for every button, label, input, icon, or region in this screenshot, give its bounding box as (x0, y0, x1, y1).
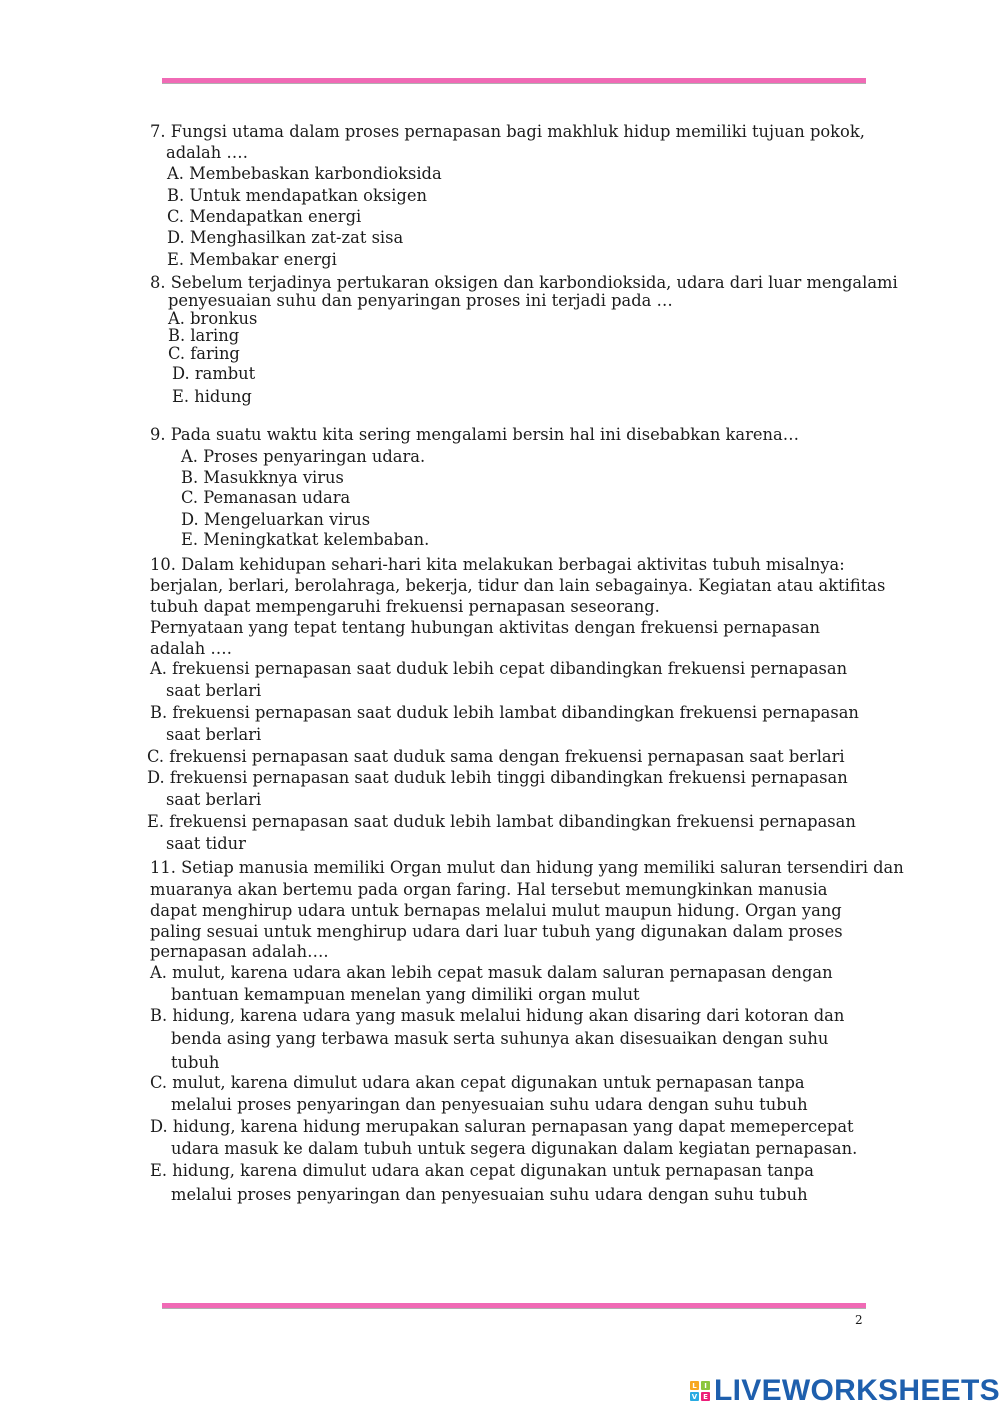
option-a: A. frekuensi pernapasan saat duduk lebih cepat dibandingkan frekuensi pernapasan (150, 659, 848, 678)
option-b: B. Masukknya virus (181, 468, 344, 487)
option-e: E. hidung (172, 387, 252, 406)
option-a: A. Membebaskan karbondioksida (167, 164, 442, 183)
question-stem: 9. Pada suatu waktu kita sering mengalami bersin hal ini disebabkan karena… (150, 425, 799, 444)
option-a-cont: saat berlari (166, 681, 262, 700)
option-d-cont: saat berlari (166, 790, 262, 809)
question-stem: muaranya akan bertemu pada organ faring. Hal tersebut memungkinkan manusia (150, 880, 828, 899)
option-c: C. mulut, karena dimulut udara akan cepat digunakan untuk pernapasan tanpa (150, 1073, 805, 1092)
option-e-cont: melalui proses penyaringan dan penyesuaian suhu udara dengan suhu tubuh (171, 1185, 808, 1204)
option-c: C. Mendapatkan energi (167, 207, 362, 226)
option-b: B. frekuensi pernapasan saat duduk lebih lambat dibandingkan frekuensi pernapasan (150, 703, 859, 722)
option-d: D. rambut (172, 364, 256, 383)
brand-name: LIVEWORKSHEETS (714, 1374, 1000, 1407)
question-stem: tubuh dapat mempengaruhi frekuensi pernapasan seseorang. (150, 597, 660, 616)
question-stem: penyesuaian suhu dan penyaringan proses ini terjadi pada … (168, 291, 673, 310)
option-d: D. Menghasilkan zat-zat sisa (167, 228, 404, 247)
logo-mark-icon (690, 1381, 710, 1401)
option-c: C. Pemanasan udara (181, 488, 351, 507)
option-d: D. Mengeluarkan virus (181, 510, 371, 529)
option-c: C. frekuensi pernapasan saat duduk sama dengan frekuensi pernapasan saat berlari (147, 747, 845, 766)
option-e: E. Meningkatkat kelembaban. (181, 530, 430, 549)
option-b: B. laring (168, 326, 240, 345)
question-stem: pernapasan adalah…. (150, 942, 329, 961)
question-stem: adalah …. (166, 143, 248, 162)
option-b: B. Untuk mendapatkan oksigen (167, 186, 427, 205)
option-a-cont: bantuan kemampuan menelan yang dimiliki organ mulut (171, 985, 640, 1004)
liveworksheets-logo (690, 1376, 1000, 1406)
option-a: A. mulut, karena udara akan lebih cepat masuk dalam saluran pernapasan dengan (150, 963, 833, 982)
question-stem: dapat menghirup udara untuk bernapas melalui mulut maupun hidung. Organ yang (150, 901, 842, 920)
option-d: D. frekuensi pernapasan saat duduk lebih tinggi dibandingkan frekuensi pernapasan (147, 768, 848, 787)
logo-letter: L (690, 1381, 699, 1390)
option-b-cont: tubuh (171, 1053, 220, 1072)
question-stem: 7. Fungsi utama dalam proses pernapasan bagi makhluk hidup memiliki tujuan pokok, (150, 122, 865, 141)
option-b-cont: saat berlari (166, 725, 262, 744)
option-e: E. frekuensi pernapasan saat duduk lebih lambat dibandingkan frekuensi pernapasan (147, 812, 856, 831)
option-a: A. Proses penyaringan udara. (181, 447, 426, 466)
option-e: E. Membakar energi (167, 250, 337, 269)
logo-letter: E (701, 1392, 710, 1401)
option-d-cont: udara masuk ke dalam tubuh untuk segera digunakan dalam kegiatan pernapasan. (171, 1139, 858, 1158)
option-e-cont: saat tidur (166, 834, 246, 853)
option-e: E. hidung, karena dimulut udara akan cepat digunakan untuk pernapasan tanpa (150, 1161, 814, 1180)
option-a: A. bronkus (168, 309, 258, 328)
footer-rule (162, 1303, 866, 1309)
question-stem: paling sesuai untuk menghirup udara dari luar tubuh yang digunakan dalam proses (150, 922, 843, 941)
option-c-cont: melalui proses penyaringan dan penyesuaian suhu udara dengan suhu tubuh (171, 1095, 808, 1114)
question-stem: 11. Setiap manusia memiliki Organ mulut dan hidung yang memiliki saluran tersendiri dan (150, 858, 904, 877)
question-stem: Pernyataan yang tepat tentang hubungan aktivitas dengan frekuensi pernapasan (150, 618, 821, 637)
question-stem: berjalan, berlari, berolahraga, bekerja, tidur dan lain sebagainya. Kegiatan atau aktifitas (150, 576, 886, 595)
option-b-cont: benda asing yang terbawa masuk serta suhunya akan disesuaikan dengan suhu (171, 1029, 829, 1048)
logo-letter: I (701, 1381, 710, 1390)
option-d: D. hidung, karena hidung merupakan saluran pernapasan yang dapat memepercepat (150, 1117, 854, 1136)
question-stem: 10. Dalam kehidupan sehari-hari kita melakukan berbagai aktivitas tubuh misalnya: (150, 555, 845, 574)
option-c: C. faring (168, 344, 240, 363)
question-stem: 8. Sebelum terjadinya pertukaran oksigen dan karbondioksida, udara dari luar mengalami (150, 273, 898, 292)
header-rule (162, 78, 866, 84)
question-stem: adalah …. (150, 639, 232, 658)
page-number: 2 (855, 1313, 863, 1327)
logo-letter: V (691, 1392, 698, 1401)
option-b: B. hidung, karena udara yang masuk melalui hidung akan disaring dari kotoran dan (150, 1006, 845, 1025)
